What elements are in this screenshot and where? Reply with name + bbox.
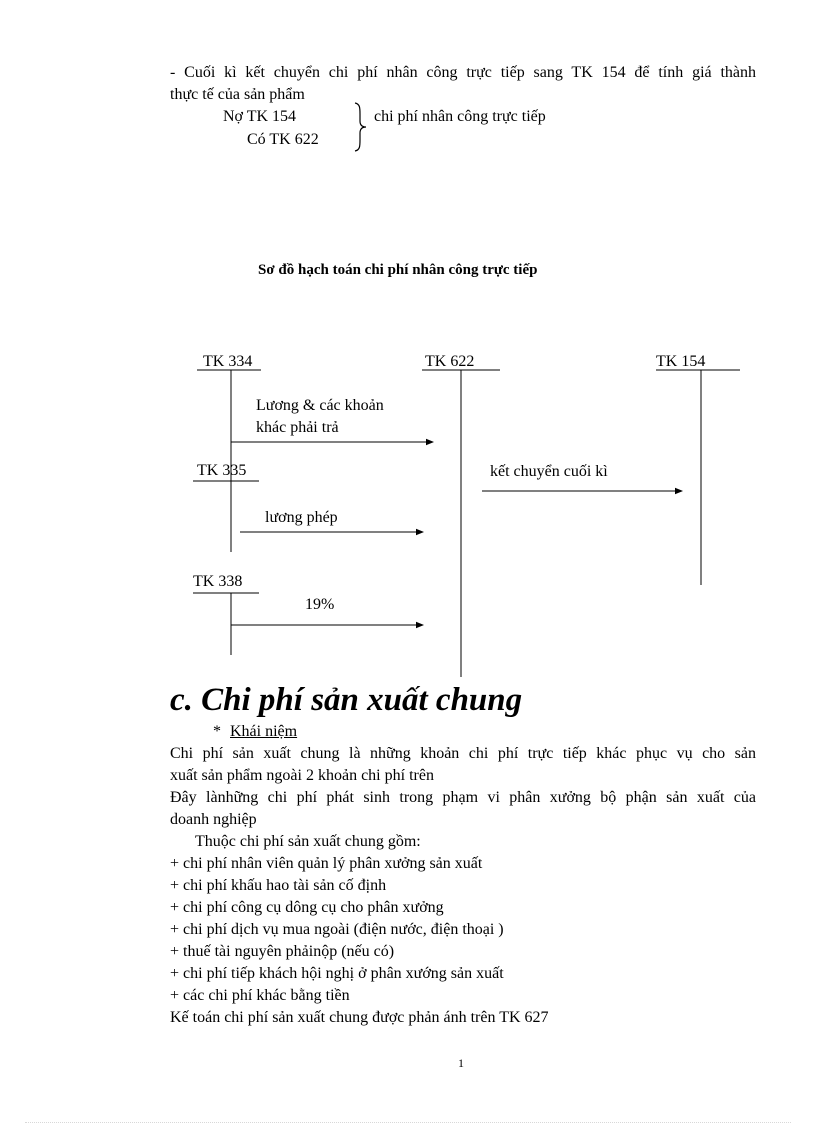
list-item: + chi phí công cụ dông cụ cho phân xưởng <box>170 899 444 916</box>
intro-line-1: - Cuối kì kết chuyển chi phí nhân công trực tiếp sang TK 154 để tính giá thành <box>170 64 756 81</box>
closing-line: Kế toán chi phí sản xuất chung được phản ánh trên TK 627 <box>170 1009 549 1026</box>
section-heading: c. Chi phí sản xuất chung <box>170 682 523 718</box>
concept-subheading: Khái niệm <box>230 723 298 740</box>
credit-entry: Có TK 622 <box>247 131 319 148</box>
list-item: + thuế tài nguyên phảinộp (nếu có) <box>170 943 395 960</box>
list-item: + chi phí nhân viên quản lý phân xưởng sản xuất <box>170 855 483 872</box>
debit-entry: Nợ TK 154 <box>223 108 297 125</box>
concept-bullet: * <box>213 723 221 740</box>
page-number: 1 <box>458 1056 464 1070</box>
tk334-label: TK 334 <box>203 353 253 370</box>
tk622-label: TK 622 <box>425 353 475 370</box>
para2-line-2: doanh nghiệp <box>170 811 257 828</box>
salary-label-line-1: Lương & các khoản <box>256 397 384 414</box>
list-item: + chi phí dịch vụ mua ngoài (điện nước, điện thoại ) <box>170 921 504 938</box>
list-item: + các chi phí khác bằng tiền <box>170 987 350 1004</box>
list-item: + chi phí tiếp khách hội nghị ở phân xướng sản xuất <box>170 965 504 982</box>
list-item: + chi phí khấu hao tài sản cố định <box>170 877 387 894</box>
leave-pay-label: lương phép <box>265 509 338 526</box>
para1-line-2: xuất sản phẩm ngoài 2 khoản chi phí trên <box>170 767 434 784</box>
tk154-label: TK 154 <box>656 353 706 370</box>
percent-label: 19% <box>305 596 335 613</box>
includes-intro: Thuộc chi phí sản xuất chung gồm: <box>195 833 421 850</box>
brace-label: chi phí nhân công trực tiếp <box>374 108 546 125</box>
para2-line-1: Đây lànhững chi phí phát sinh trong phạm vi phân xưởng bộ phận sản xuất của <box>170 789 756 806</box>
tk338-label: TK 338 <box>193 573 243 590</box>
transfer-label: kết chuyển cuối kì <box>490 463 608 480</box>
salary-label-line-2: khác phải trả <box>256 419 339 436</box>
diagram-title: Sơ đồ hạch toán chi phí nhân công trực tiếp <box>258 262 538 278</box>
intro-line-2: thực tế của sản phẩm <box>170 86 305 103</box>
para1-line-1: Chi phí sản xuất chung là những khoản chi phí trực tiếp khác phục vụ cho sản <box>170 745 756 762</box>
tk335-label: TK 335 <box>197 462 247 479</box>
